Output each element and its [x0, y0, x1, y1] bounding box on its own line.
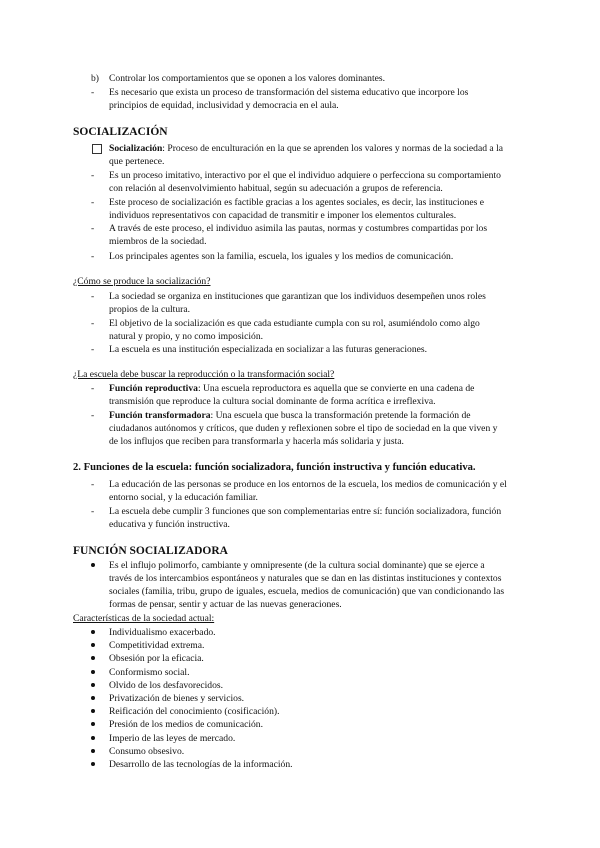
transformadora-line-2: ciudadanos autónomos y críticos, que duden y reflexionen sobre el tipo de sociedad en la que viven y — [109, 423, 498, 434]
socializacion-item-2-line-2: individuos representativos con capacidad de transmitir e imponer los elementos culturales. — [109, 210, 457, 221]
socializacion-item-1-line-2: con relación al desenvolvimiento habitual, según su adecuación a grupos de referencia. — [109, 183, 443, 194]
socializacion-item-2-line-1: Este proceso de socialización es factible gracias a los agentes sociales, es decir, las instituciones e — [109, 197, 484, 208]
reproductiva-text: : Una escuela reproductora es aquella que se convierte en una cadena de — [197, 383, 475, 394]
bullet-icon — [91, 643, 95, 647]
socializacion-definition-line-2: que pertenece. — [109, 156, 165, 167]
definition-term: Socialización — [109, 143, 163, 154]
caracteristica-item: Desarrollo de las tecnologías de la información. — [109, 759, 293, 770]
bullet-icon — [91, 683, 95, 687]
bullet-icon — [91, 563, 95, 567]
socializacion-definition-line-1 — [109, 142, 503, 155]
transformadora-line-3: de los influjos que reciben para transformarla y hacerla más solidaria y justa. — [109, 436, 404, 447]
reproductiva-line-1 — [109, 382, 474, 395]
socializacion-item-4: Los principales agentes son la familia, escuela, los iguales y los medios de comunicación. — [109, 251, 454, 262]
dash-marker: - — [91, 223, 95, 234]
dash-marker: - — [91, 197, 95, 208]
funciones-item-1-line-2: entorno social, y la educación familiar. — [109, 492, 258, 503]
heading-socializacion: SOCIALIZACIÓN — [73, 126, 168, 138]
socializadora-line-3: sociales (familia, tribu, grupo de iguales, escuela, medios de comunicación) que van condicionando las — [109, 586, 505, 597]
intro-dash-line-2: principios de equidad, inclusividad y democracia en el aula. — [109, 100, 339, 111]
funciones-item-2-line-2: educativa y función instructiva. — [109, 519, 230, 530]
dash-marker: - — [91, 344, 95, 355]
funciones-item-1-line-1: La educación de las personas se produce en los entornos de la escuela, los medios de comunicación y el — [109, 479, 507, 490]
dash-marker: - — [91, 251, 95, 262]
list-marker-b: b) — [91, 73, 99, 84]
bullet-icon — [91, 696, 95, 700]
transformadora-line-1 — [109, 409, 471, 422]
dash-marker: - — [91, 506, 95, 517]
socializacion-item-3-line-2: miembros de la sociedad. — [109, 236, 207, 247]
caracteristica-item: Competitividad extrema. — [109, 640, 205, 651]
caracteristica-item: Presión de los medios de comunicación. — [109, 719, 264, 730]
dash-marker: - — [91, 291, 95, 302]
question-reproduccion: ¿La escuela debe buscar la reproducción o la transformación social? — [73, 369, 335, 380]
socializadora-line-4: formas de pensar, sentir y actuar de las nuevas generaciones. — [109, 599, 342, 610]
como-item-1-line-2: propios de la cultura. — [109, 304, 190, 315]
question-como: ¿Cómo se produce la socialización? — [73, 276, 211, 287]
definition-text: : Proceso de enculturación en la que se aprenden los valores y normas de la sociedad a la — [162, 143, 504, 154]
heading-funciones: 2. Funciones de la escuela: función socializadora, función instructiva y función educativa. — [73, 462, 476, 473]
bullet-icon — [91, 722, 95, 726]
dash-marker: - — [91, 383, 95, 394]
bullet-icon — [91, 736, 95, 740]
bullet-icon — [91, 630, 95, 634]
bullet-icon — [91, 670, 95, 674]
como-item-2-line-2: natural y propio, y no como imposición. — [109, 331, 264, 342]
dash-marker: - — [91, 318, 95, 329]
dash-marker: - — [91, 87, 95, 98]
reproductiva-term: Función reproductiva — [109, 383, 198, 394]
checkbox-icon — [92, 144, 102, 154]
bullet-icon — [91, 709, 95, 713]
funciones-item-2-line-1: La escuela debe cumplir 3 funciones que son complementarias entre sí: función socializadora, función — [109, 506, 502, 517]
caracteristica-item: Obsesión por la eficacia. — [109, 653, 204, 664]
reproductiva-line-2: transmisión que reproduce la cultura social dominante de forma acrítica e irreflexiva. — [109, 396, 436, 407]
dash-marker: - — [91, 170, 95, 181]
socializadora-line-1: Es el influjo polimorfo, cambiante y omnipresente (de la cultura social dominante) que se ejerce a — [109, 560, 485, 571]
como-item-1-line-1: La sociedad se organiza en instituciones que garantizan que los individuos desempeñen unos roles — [109, 291, 486, 302]
socializacion-item-3-line-1: A través de este proceso, el individuo asimila las pautas, normas y costumbres compartidas por los — [109, 223, 488, 234]
bullet-icon — [91, 656, 95, 660]
caracteristica-item: Imperio de las leyes de mercado. — [109, 733, 236, 744]
caracteristica-item: Olvido de los desfavorecidos. — [109, 680, 224, 691]
caracteristica-item: Reificación del conocimiento (cosificación). — [109, 706, 280, 717]
caracteristica-item: Conformismo social. — [109, 667, 190, 678]
intro-dash-line-1: Es necesario que exista un proceso de transformación del sistema educativo que incorpore los — [109, 87, 469, 98]
dash-marker: - — [91, 479, 95, 490]
caracteristicas-title: Características de la sociedad actual: — [73, 613, 215, 624]
socializacion-item-1-line-1: Es un proceso imitativo, interactivo por el que el individuo adquiere o perfecciona su comportamiento — [109, 170, 501, 181]
transformadora-term: Función transformadora — [109, 410, 211, 421]
dash-marker: - — [91, 410, 95, 421]
intro-item-b: Controlar los comportamientos que se oponen a los valores dominantes. — [109, 73, 386, 84]
como-item-2-line-1: El objetivo de la socialización es que cada estudiante cumpla con su rol, asumiéndolo como algo — [109, 318, 480, 329]
bullet-icon — [91, 762, 95, 766]
caracteristica-item: Individualismo exacerbado. — [109, 627, 216, 638]
como-item-3: La escuela es una institución especializada en socializar a las futuras generaciones. — [109, 344, 428, 355]
caracteristica-item: Consumo obsesivo. — [109, 746, 185, 757]
bullet-icon — [91, 749, 95, 753]
socializadora-line-2: través de los intercambios espontáneos y naturales que se dan en las distintas instituciones y contextos — [109, 573, 502, 584]
transformadora-text: : Una escuela que busca la transformación pretende la formación de — [210, 410, 471, 421]
caracteristica-item: Privatización de bienes y servicios. — [109, 693, 245, 704]
heading-funcion-socializadora: FUNCIÓN SOCIALIZADORA — [73, 545, 228, 557]
